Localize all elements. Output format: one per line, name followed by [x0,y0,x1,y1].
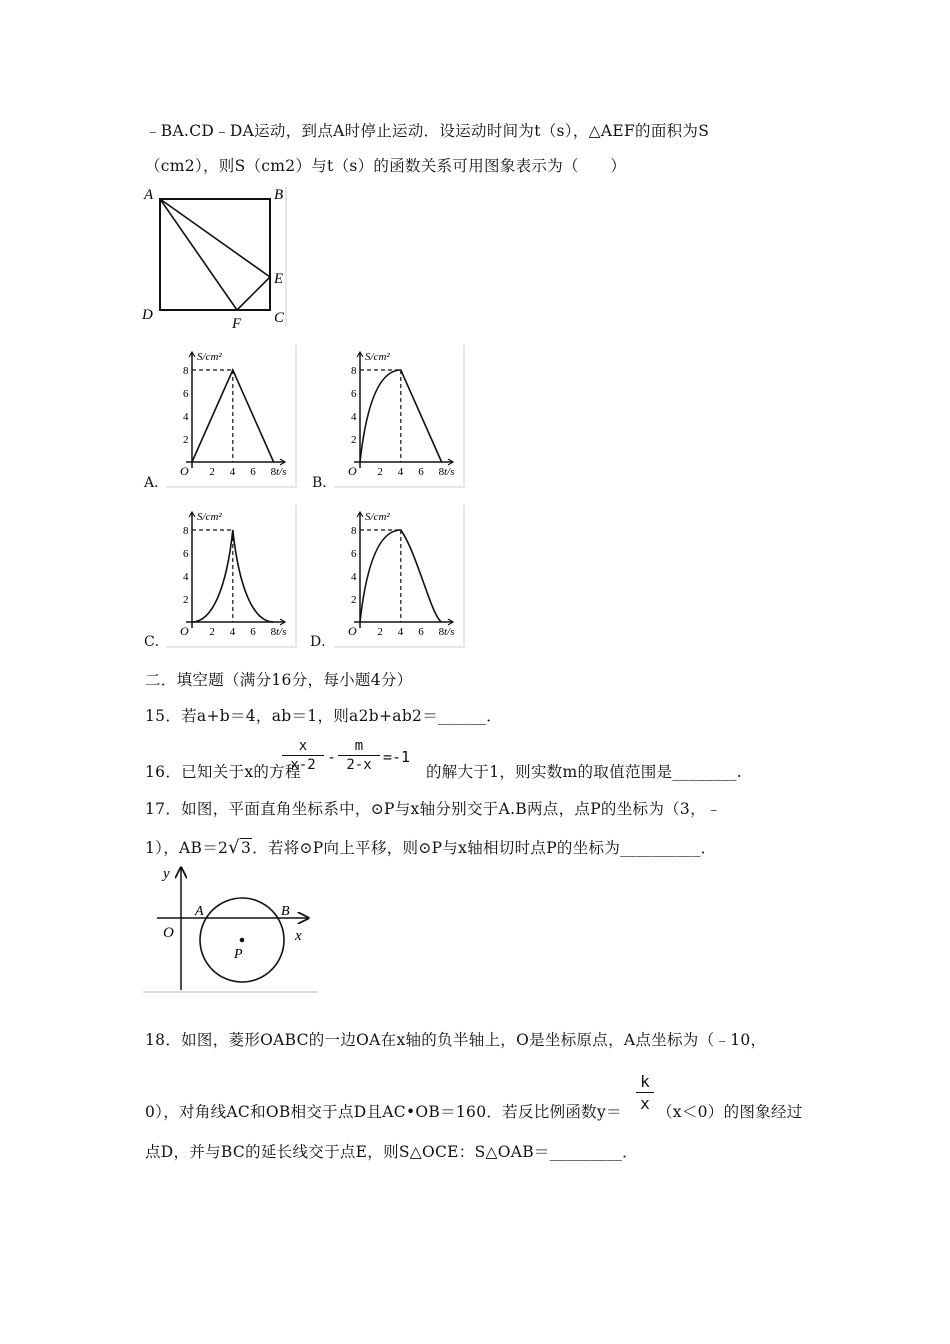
graph-option-c [166,505,301,650]
q15-text: 15．若a+b＝4，ab＝1，则a2b+ab2＝______． [145,707,503,725]
fig17-y: y [163,866,170,882]
x-tick-label: 6 [250,466,256,478]
fig17-B: B [281,904,290,919]
x-tick-label: 4 [229,626,236,638]
label-D: D [142,307,153,323]
y-tick-label: 2 [351,434,357,446]
x-tick-label: 8 [438,466,445,478]
y-axis-label: S/cm² [365,511,390,523]
q16-frac2-den: 2-x [346,757,372,773]
y-tick-label: 8 [183,365,189,377]
q17-line2-suffix: ．若将⊙P向上平移，则⊙P与x轴相切时点P的坐标为__________． [252,839,717,857]
q18-frac-num: k [640,1072,650,1091]
x-tick-label: 2 [377,466,383,478]
label-C: C [274,310,285,326]
x-axis-label: t/s [276,626,287,638]
x-axis-label: t/s [276,466,287,478]
q18-frac-den: x [640,1094,650,1113]
y-tick-label: 6 [183,548,189,560]
y-tick-label: 6 [351,548,357,560]
q16-fraction-1 [282,738,324,773]
y-tick-label: 8 [351,365,357,377]
q18-line1: 18．如图，菱形OABC的一边OA在x轴的负半轴上，O是坐标原点，A点坐标为（﹣10， [145,1031,767,1049]
y-tick-label: 4 [183,571,189,583]
q16-prefix: 16．已知关于x的方程 [145,763,301,781]
q17-line1: 17．如图，平面直角坐标系中，⊙P与x轴分别交于A.B两点，点P的坐标为（3，﹣ [145,800,722,818]
y-tick-label: 6 [183,388,189,400]
q17-line2-prefix: 1），AB＝2 [145,839,229,857]
label-E: E [274,271,284,287]
label-A: A [144,187,154,203]
x-tick-label: 4 [397,466,404,478]
x-axis-label: t/s [444,466,455,478]
y-tick-label: 8 [351,525,357,537]
x-tick-label: 8 [438,626,445,638]
square-figure [140,182,300,332]
option-d-label: D． [310,634,336,650]
option-c-label: C． [144,634,169,650]
x-tick-label: 6 [418,626,424,638]
graph-option-b [334,345,469,490]
origin-label: O [180,624,189,638]
origin-label: O [348,624,357,638]
y-tick-label: 2 [183,594,189,606]
graph-option-d [334,505,469,650]
label-B: B [274,187,284,203]
label-F: F [232,316,242,332]
q14-line1: ﹣BA.CD﹣DA运动，到点A时停止运动．设运动时间为t（s），△AEF的面积为S [145,122,710,140]
q16-frac1-den: x-2 [290,757,316,773]
q18-line2-suffix: （x＜0）的图象经过 [657,1103,803,1121]
q16-minus: - [327,748,337,766]
option-b-label: B． [312,475,337,491]
option-a-label: A． [144,475,169,491]
fig17-O: O [163,925,174,941]
x-tick-label: 2 [209,626,215,638]
q16-rhs: =-1 [383,748,411,766]
q16-fraction-2 [338,738,380,773]
q16-frac1-num: x [298,738,308,754]
y-tick-label: 4 [183,411,189,423]
q16-suffix: 的解大于1，则实数m的取值范围是________. [426,763,742,781]
y-axis-label: S/cm² [365,351,390,363]
y-axis-label: S/cm² [197,351,222,363]
sqrt-sign: √ [228,837,240,858]
section2-heading: 二．填空题（满分16分，每小题4分） [145,671,413,689]
q18-fraction [636,1072,654,1113]
fig17-A: A [195,904,204,919]
y-tick-label: 2 [351,594,357,606]
y-tick-label: 6 [351,388,357,400]
origin-label: O [348,464,357,478]
q14-line2: （cm2），则S（cm2）与t（s）的函数关系可用图象表示为（ ） [145,157,627,175]
x-tick-label: 6 [418,466,424,478]
x-tick-label: 8 [270,626,277,638]
origin-label: O [180,464,189,478]
graph-option-a [166,345,301,490]
x-tick-label: 4 [229,466,236,478]
q17-line2 [145,836,716,858]
sqrt-value: 3 [240,839,252,857]
q18-line3: 点D，并与BC的延长线交于点E，则S△OCE：S△OAB＝_________． [145,1143,638,1161]
q16-frac2-num: m [354,738,364,754]
x-axis-label: t/s [444,626,455,638]
x-tick-label: 2 [377,626,383,638]
y-tick-label: 4 [351,411,357,423]
x-tick-label: 2 [209,466,215,478]
x-tick-label: 6 [250,626,256,638]
fig17-x: x [295,928,302,944]
fig17-P: P [234,947,243,962]
x-tick-label: 4 [397,626,404,638]
q18-line2-prefix: 0），对角线AC和OB相交于点D且AC•OB＝160．若反比例函数y＝ [145,1103,622,1121]
y-tick-label: 8 [183,525,189,537]
circle-figure [143,860,323,995]
y-axis-label: S/cm² [197,511,222,523]
y-tick-label: 2 [183,434,189,446]
y-tick-label: 4 [351,571,357,583]
x-tick-label: 8 [270,466,277,478]
